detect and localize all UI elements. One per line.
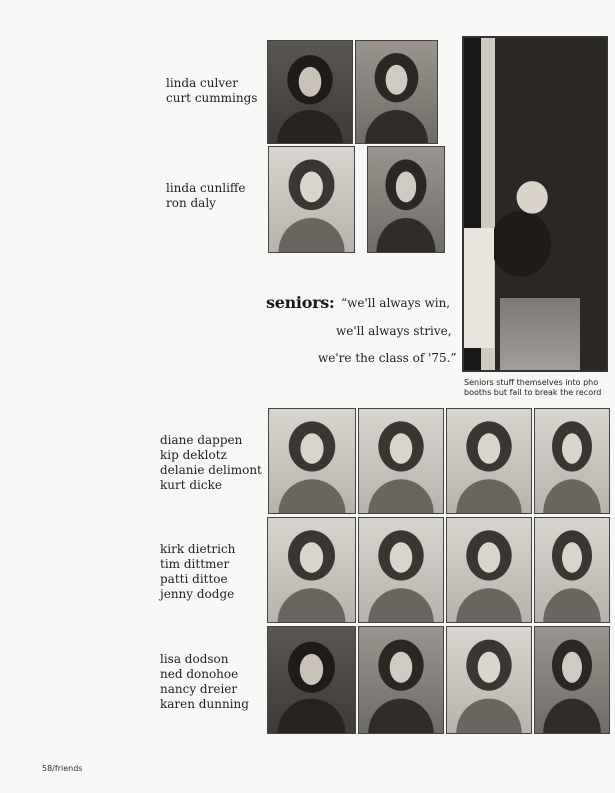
quote-line-3: we're the class of '75.”: [318, 351, 457, 365]
portrait-photo: [534, 626, 610, 734]
student-name: patti dittoe: [160, 572, 228, 586]
portrait-photo: [267, 517, 356, 623]
student-name: jenny dodge: [160, 587, 235, 601]
student-name: nancy dreier: [160, 682, 238, 696]
candid-photo-booth: [462, 36, 608, 372]
student-name: linda culver: [166, 76, 238, 90]
portrait-photo: [267, 626, 356, 734]
student-name: kip deklotz: [160, 448, 227, 462]
quote-line-1: “we'll always win,: [341, 296, 451, 310]
student-name: ron daly: [166, 196, 216, 210]
student-name: linda cunliffe: [166, 181, 246, 195]
student-name: ned donohoe: [160, 667, 239, 681]
portrait-photo: [446, 626, 532, 734]
student-name: diane dappen: [160, 433, 243, 447]
photo-detail-sleeve: [464, 228, 494, 348]
portrait-photo: [358, 626, 444, 734]
portrait-photo: [446, 408, 532, 514]
portrait-photo: [446, 517, 532, 623]
student-name: lisa dodson: [160, 652, 229, 666]
portrait-photo: [358, 408, 444, 514]
portrait-photo: [534, 408, 610, 514]
page-folio: 58/friends: [42, 764, 83, 773]
student-name: kirk dietrich: [160, 542, 236, 556]
student-name: tim dittmer: [160, 557, 230, 571]
name-list-culver-cummings: [166, 76, 257, 106]
caption-line: booths but fail to break the record: [464, 388, 602, 397]
name-list-dodson-dunning: [160, 652, 249, 712]
student-name: kurt dicke: [160, 478, 222, 492]
name-list-dietrich-dodge: [160, 542, 235, 602]
name-list-dappen-dicke: [160, 433, 262, 493]
portrait-photo: [268, 408, 356, 514]
student-name: karen dunning: [160, 697, 249, 711]
student-name: curt cummings: [166, 91, 258, 105]
name-list-cunliffe-daly: [166, 181, 246, 211]
portrait-photo: [355, 40, 438, 144]
portrait-photo: [367, 146, 445, 253]
caption-line: Seniors stuff themselves into pho: [464, 378, 599, 387]
portrait-photo: [268, 146, 355, 253]
photo-caption: [464, 378, 601, 398]
student-name: delanie delimont: [160, 463, 262, 477]
portrait-photo: [534, 517, 610, 623]
photo-detail-jeans: [500, 298, 580, 372]
portrait-photo: [267, 40, 353, 144]
seniors-heading: seniors:: [266, 293, 335, 312]
portrait-photo: [358, 517, 444, 623]
quote-line-2: we'll always strive,: [336, 324, 452, 338]
